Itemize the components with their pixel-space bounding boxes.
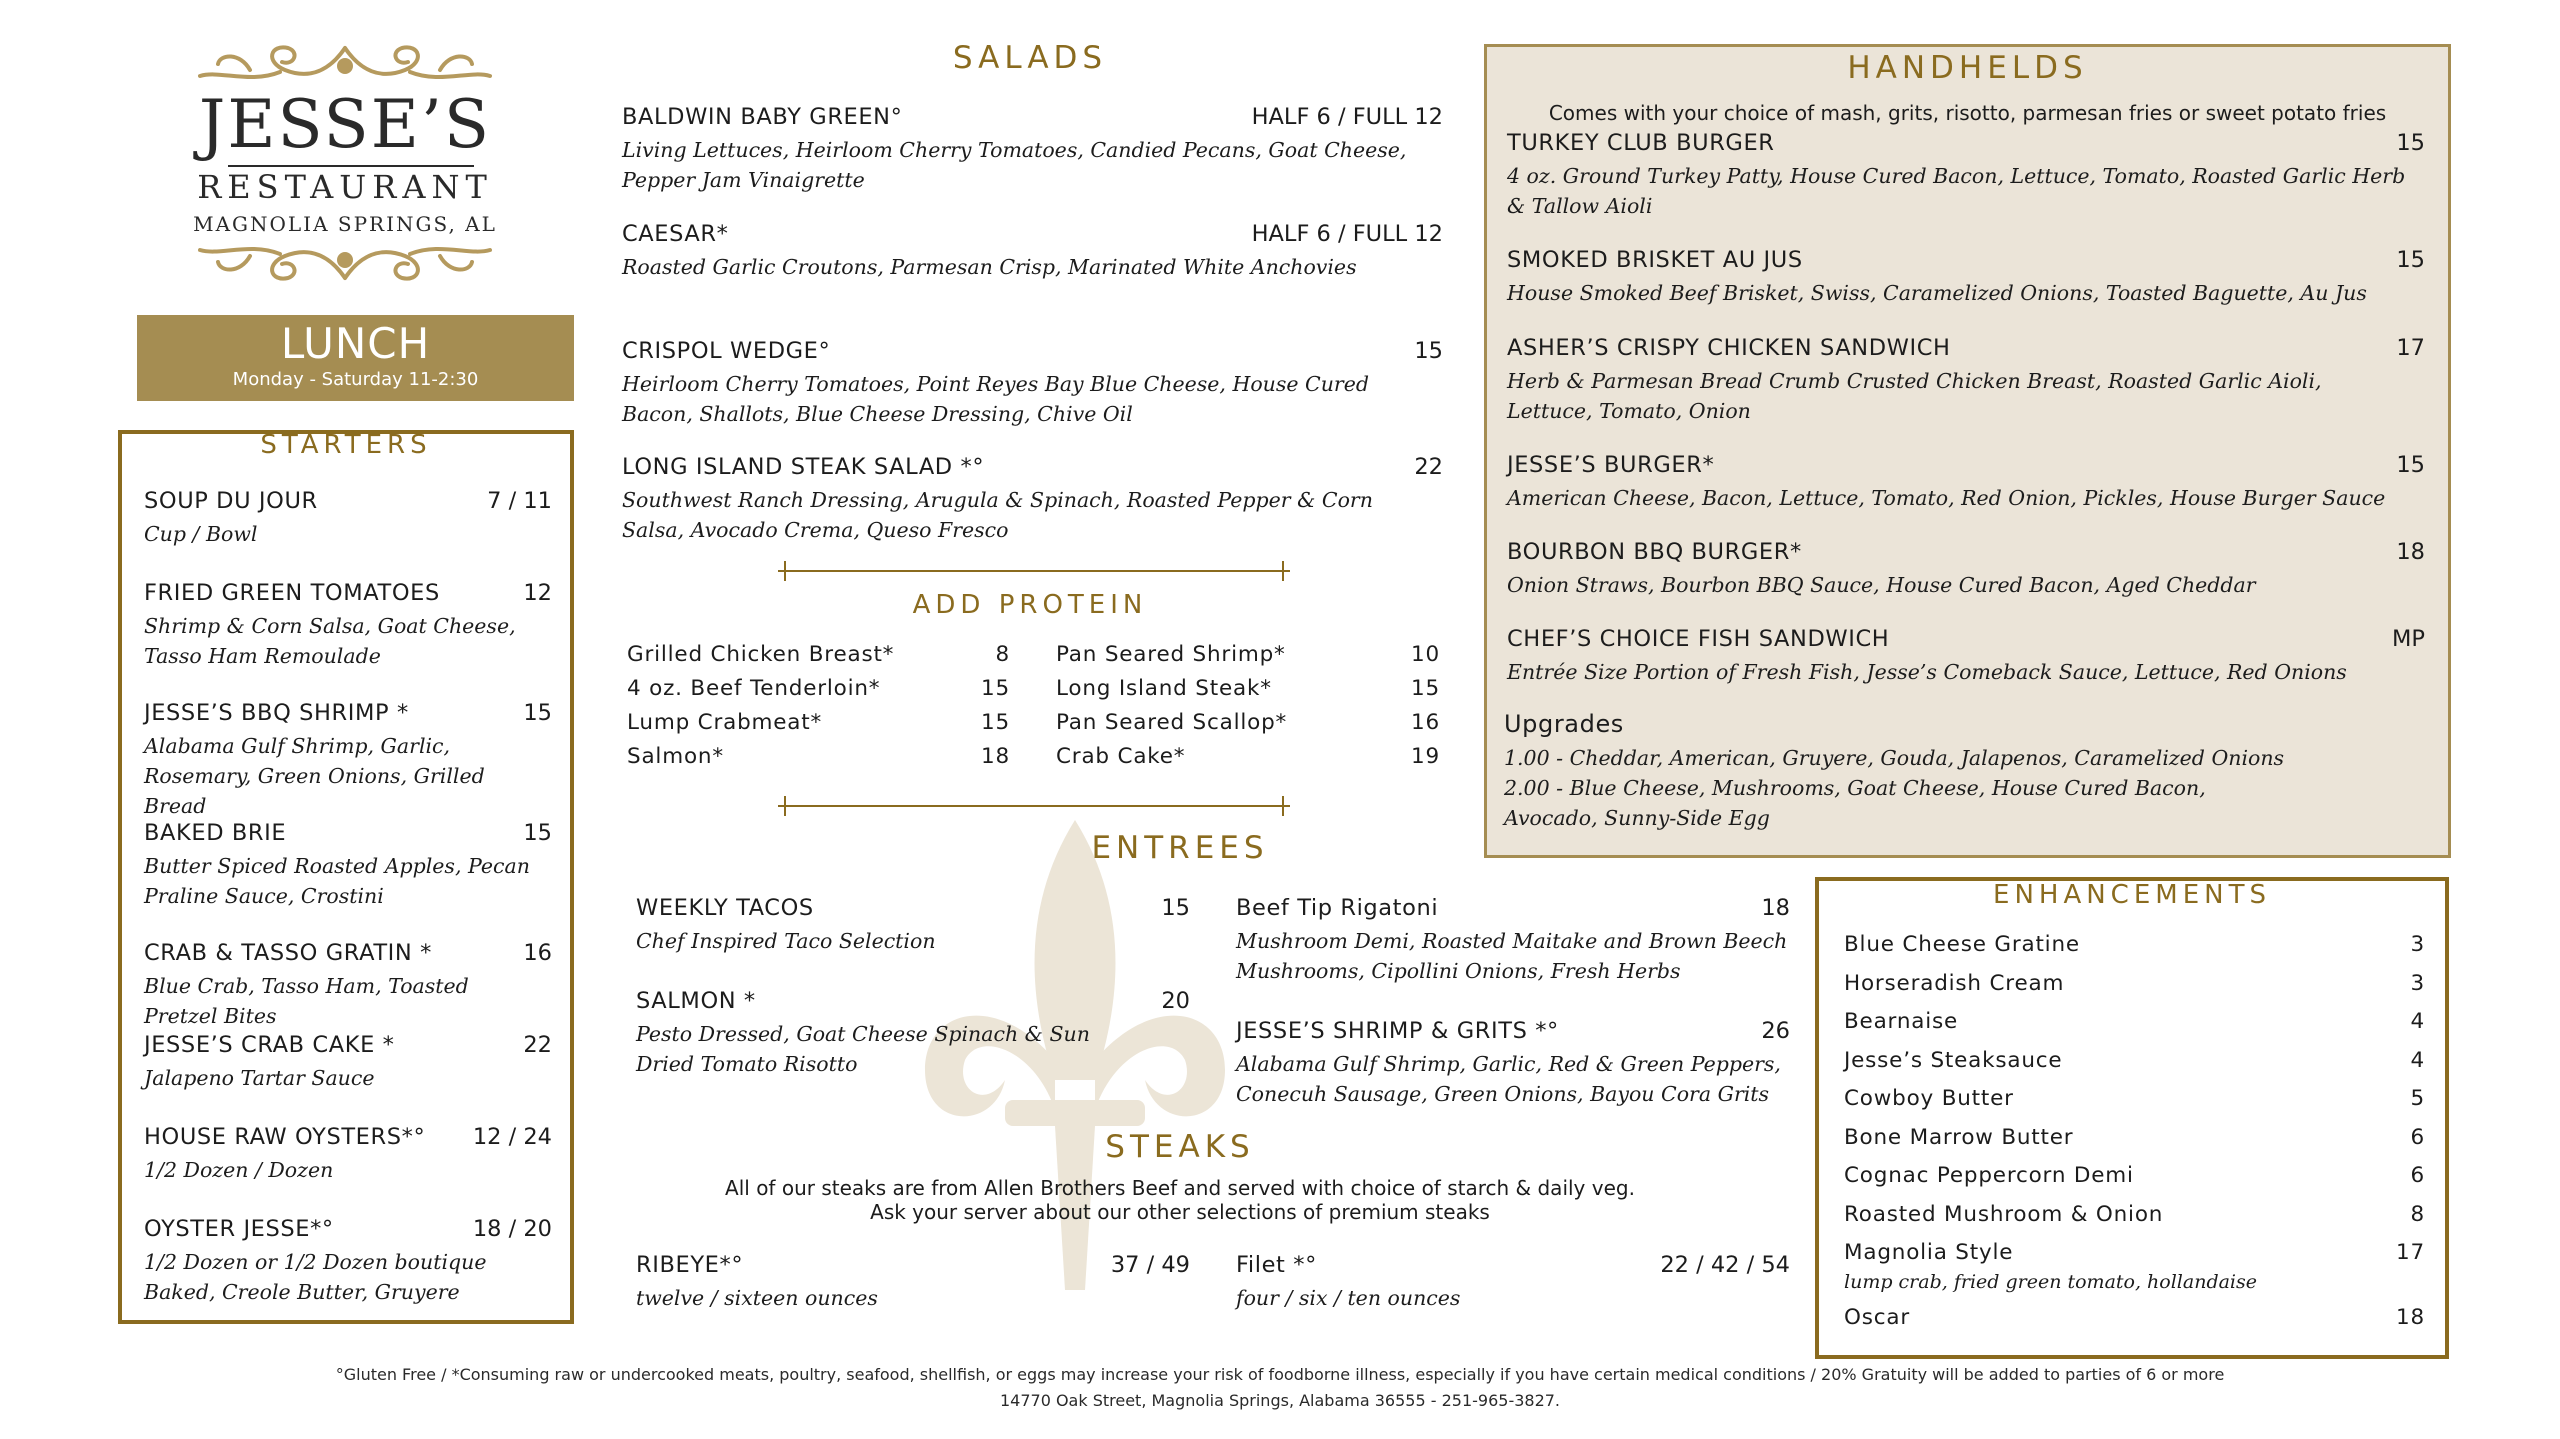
menu-item-description: House Smoked Beef Brisket, Swiss, Caramelized Onions, Toasted Baguette, Au Jus — [1507, 281, 2367, 305]
enhancement-price: 4 — [2410, 1048, 2425, 1073]
menu-item-name: SMOKED BRISKET AU JUS — [1507, 247, 1803, 273]
menu-item-price: 15 — [1414, 338, 1443, 364]
menu-item-description: Alabama Gulf Shrimp, Garlic, Rosemary, Green Onions, Grilled Bread — [144, 734, 485, 818]
restaurant-location: MAGNOLIA SPRINGS, AL — [193, 212, 497, 236]
entrees-title: ENTREES — [1091, 830, 1269, 866]
protein-name: Lump Crabmeat* — [627, 710, 823, 735]
menu-item-price: 18 — [1761, 895, 1790, 921]
enhancement-price: 3 — [2410, 932, 2425, 957]
menu-item-description: Jalapeno Tartar Sauce — [144, 1066, 375, 1090]
menu-item-name: CAESAR* — [622, 221, 729, 247]
handhelds-title: HANDHELDS — [1847, 50, 2088, 86]
protein-name: Pan Seared Scallop* — [1056, 710, 1288, 735]
steak-price: 22 / 42 / 54 — [1660, 1252, 1790, 1278]
starters-title: STARTERS — [260, 430, 432, 460]
enhancement-name: Jesse’s Steaksauce — [1844, 1048, 2063, 1073]
protein-name: Long Island Steak* — [1056, 676, 1272, 701]
bottom-flourish-ornament — [190, 238, 500, 286]
steaks-title: STEAKS — [1105, 1129, 1255, 1165]
protein-name: Crab Cake* — [1056, 744, 1186, 769]
protein-name: Salmon* — [627, 744, 724, 769]
menu-item-price: 18 / 20 — [472, 1216, 552, 1242]
menu-item-name: CHEF’S CHOICE FISH SANDWICH — [1507, 626, 1890, 652]
menu-item-price: 15 — [2396, 452, 2425, 478]
menu-item-name: SALMON * — [636, 988, 756, 1014]
menu-item-name: JESSE’S BBQ SHRIMP * — [144, 700, 409, 726]
menu-item-description: Cup / Bowl — [144, 522, 258, 546]
handhelds-note: Comes with your choice of mash, grits, risotto, parmesan fries or sweet potato fries — [1548, 101, 2387, 125]
menu-item-description: Living Lettuces, Heirloom Cherry Tomatoes, Candied Pecans, Goat Cheese, Pepper Jam Vinaigrette — [622, 138, 1407, 192]
enhancement-name: Blue Cheese Gratine — [1844, 932, 2080, 957]
steaks-note-2: Ask your server about our other selections of premium steaks — [870, 1200, 1490, 1224]
menu-item-description: Onion Straws, Bourbon BBQ Sauce, House Cured Bacon, Aged Cheddar — [1507, 573, 2256, 597]
restaurant-subtitle: RESTAURANT — [197, 168, 493, 206]
enhancement-name: Cowboy Butter — [1844, 1086, 2014, 1111]
footer-disclaimer: °Gluten Free / *Consuming raw or undercooked meats, poultry, seafood, shellfish, or eggs may increase your risk of foodborne illness, especially if you have certain medical conditions / 20% Gratuity will be added to parties of 6 or more — [335, 1365, 2225, 1384]
menu-item-description: 1/2 Dozen or 1/2 Dozen boutique Baked, Creole Butter, Gruyere — [144, 1250, 487, 1304]
top-flourish-ornament — [190, 40, 500, 88]
protein-price: 15 — [1411, 676, 1440, 701]
menu-item-name: HOUSE RAW OYSTERS*° — [144, 1124, 426, 1150]
menu-item-name: JESSE’S CRAB CAKE * — [144, 1032, 395, 1058]
lunch-title: LUNCH — [280, 319, 431, 368]
menu-item-name: TURKEY CLUB BURGER — [1507, 130, 1775, 156]
menu-item-price: 12 / 24 — [472, 1124, 552, 1150]
enhancement-name: Bearnaise — [1844, 1009, 1959, 1034]
protein-price: 19 — [1411, 744, 1440, 769]
menu-item-description: Heirloom Cherry Tomatoes, Point Reyes Bay Blue Cheese, House Cured Bacon, Shallots, Blue Cheese Dressing, Chive Oil — [622, 372, 1369, 426]
protein-price: 15 — [981, 676, 1010, 701]
upgrade-line-1: 1.00 - Cheddar, American, Gruyere, Gouda, Jalapenos, Caramelized Onions — [1504, 746, 2285, 770]
lunch-hours: Monday - Saturday 11-2:30 — [232, 369, 479, 390]
restaurant-name: JESSE’S — [198, 86, 492, 163]
menu-item-name: OYSTER JESSE*° — [144, 1216, 334, 1242]
divider-bottom — [778, 805, 1290, 807]
enhancement-price: 6 — [2410, 1125, 2425, 1150]
menu-item-description: Shrimp & Corn Salsa, Goat Cheese, Tasso Ham Remoulade — [144, 614, 516, 668]
footer-address: 14770 Oak Street, Magnolia Springs, Alabama 36555 - 251-965-3827. — [999, 1391, 1561, 1410]
menu-item-name: LONG ISLAND STEAK SALAD *° — [622, 454, 985, 480]
steak-name: RIBEYE*° — [636, 1252, 744, 1278]
menu-item-price: 22 — [523, 1032, 552, 1058]
menu-item-description: Blue Crab, Tasso Ham, Toasted Pretzel Bites — [144, 974, 469, 1028]
protein-price: 15 — [981, 710, 1010, 735]
enhancement-price: 3 — [2410, 971, 2425, 996]
steak-name: Filet *° — [1236, 1252, 1317, 1278]
menu-item-name: BAKED BRIE — [144, 820, 287, 846]
enhancement-price: 17 — [2396, 1240, 2425, 1265]
add-protein-title: ADD PROTEIN — [912, 590, 1148, 620]
menu-item-description: 1/2 Dozen / Dozen — [144, 1158, 334, 1182]
enhancement-description: lump crab, fried green tomato, hollandaise — [1844, 1271, 2257, 1293]
protein-name: Pan Seared Shrimp* — [1056, 642, 1286, 667]
salads-title: SALADS — [952, 40, 1108, 76]
protein-price: 10 — [1411, 642, 1440, 667]
enhancement-price: 6 — [2410, 1163, 2425, 1188]
menu-item-name: CRAB & TASSO GRATIN * — [144, 940, 432, 966]
menu-item-price: 15 — [523, 700, 552, 726]
enhancement-name: Magnolia Style — [1844, 1240, 2014, 1265]
enhancement-name: Oscar — [1844, 1305, 1910, 1330]
upgrade-line-2: 2.00 - Blue Cheese, Mushrooms, Goat Cheese, House Cured Bacon, Avocado, Sunny-Side Egg — [1504, 776, 2206, 830]
menu-item-description: Southwest Ranch Dressing, Arugula & Spinach, Roasted Pepper & Corn Salsa, Avocado Crema, Queso Fresco — [622, 488, 1373, 542]
enhancement-price: 4 — [2410, 1009, 2425, 1034]
lunch-banner — [137, 315, 574, 401]
enhancement-name: Horseradish Cream — [1844, 971, 2065, 996]
menu-item-price: 12 — [523, 580, 552, 606]
menu-item-price: 18 — [2396, 539, 2425, 565]
menu-item-name: ASHER’S CRISPY CHICKEN SANDWICH — [1507, 335, 1951, 361]
menu-item-name: FRIED GREEN TOMATOES — [144, 580, 440, 606]
upgrades-title: Upgrades — [1504, 710, 1624, 738]
enhancement-name: Roasted Mushroom & Onion — [1844, 1202, 2164, 1227]
menu-item-description: American Cheese, Bacon, Lettuce, Tomato, Red Onion, Pickles, House Burger Sauce — [1507, 486, 2386, 510]
menu-item-price: 26 — [1761, 1018, 1790, 1044]
menu-item-price: HALF 6 / FULL 12 — [1251, 221, 1443, 247]
menu-item-price: 15 — [523, 820, 552, 846]
menu-item-description: 4 oz. Ground Turkey Patty, House Cured Bacon, Lettuce, Tomato, Roasted Garlic Herb & Tallow Aioli — [1507, 164, 2406, 218]
menu-item-name: CRISPOL WEDGE° — [622, 338, 831, 364]
menu-item-description: Mushroom Demi, Roasted Maitake and Brown Beech Mushrooms, Cipollini Onions, Fresh Herbs — [1236, 929, 1788, 983]
menu-item-description: Alabama Gulf Shrimp, Garlic, Red & Green Peppers, Conecuh Sausage, Green Onions, Bayou Cora Grits — [1236, 1052, 1781, 1106]
enhancement-price: 18 — [2396, 1305, 2425, 1330]
protein-name: Grilled Chicken Breast* — [627, 642, 895, 667]
enhancement-price: 8 — [2410, 1202, 2425, 1227]
menu-item-name: BOURBON BBQ BURGER* — [1507, 539, 1802, 565]
menu-item-price: 7 / 11 — [487, 488, 552, 514]
menu-item-description: Entrée Size Portion of Fresh Fish, Jesse’s Comeback Sauce, Lettuce, Red Onions — [1507, 660, 2347, 684]
menu-item-description: Butter Spiced Roasted Apples, Pecan Praline Sauce, Crostini — [144, 854, 530, 908]
divider-top — [778, 570, 1290, 572]
menu-item-price: 15 — [2396, 247, 2425, 273]
protein-price: 18 — [981, 744, 1010, 769]
menu-item-price: MP — [2392, 626, 2425, 652]
menu-item-description: Chef Inspired Taco Selection — [636, 929, 936, 953]
logo-rule — [228, 165, 474, 167]
steak-price: 37 / 49 — [1110, 1252, 1190, 1278]
menu-item-description: Herb & Parmesan Bread Crumb Crusted Chicken Breast, Roasted Garlic Aioli, Lettuce, Tomato, Onion — [1507, 369, 2322, 423]
menu-item-price: HALF 6 / FULL 12 — [1251, 104, 1443, 130]
menu-item-name: BALDWIN BABY GREEN° — [622, 104, 903, 130]
enhancement-name: Cognac Peppercorn Demi — [1844, 1163, 2134, 1188]
steak-description: twelve / sixteen ounces — [636, 1286, 878, 1310]
menu-item-price: 22 — [1414, 454, 1443, 480]
menu-item-name: SOUP DU JOUR — [144, 488, 318, 514]
menu-item-name: Beef Tip Rigatoni — [1236, 895, 1439, 921]
protein-price: 16 — [1411, 710, 1440, 735]
menu-item-name: JESSE’S BURGER* — [1507, 452, 1715, 478]
enhancement-name: Bone Marrow Butter — [1844, 1125, 2074, 1150]
steak-description: four / six / ten ounces — [1236, 1286, 1461, 1310]
menu-item-price: 20 — [1161, 988, 1190, 1014]
menu-item-name: JESSE’S SHRIMP & GRITS *° — [1236, 1018, 1559, 1044]
enhancement-price: 5 — [2410, 1086, 2425, 1111]
steaks-note-1: All of our steaks are from Allen Brothers Beef and served with choice of starch & daily veg. — [725, 1176, 1635, 1200]
menu-item-price: 15 — [1161, 895, 1190, 921]
menu-item-name: WEEKLY TACOS — [636, 895, 814, 921]
menu-item-description: Pesto Dressed, Goat Cheese Spinach & Sun Dried Tomato Risotto — [636, 1022, 1090, 1076]
protein-price: 8 — [995, 642, 1010, 667]
menu-item-price: 17 — [2396, 335, 2425, 361]
menu-item-price: 16 — [523, 940, 552, 966]
menu-item-description: Roasted Garlic Croutons, Parmesan Crisp, Marinated White Anchovies — [622, 255, 1357, 279]
protein-name: 4 oz. Beef Tenderloin* — [627, 676, 881, 701]
menu-item-price: 15 — [2396, 130, 2425, 156]
enhancements-title: ENHANCEMENTS — [1993, 880, 2271, 910]
